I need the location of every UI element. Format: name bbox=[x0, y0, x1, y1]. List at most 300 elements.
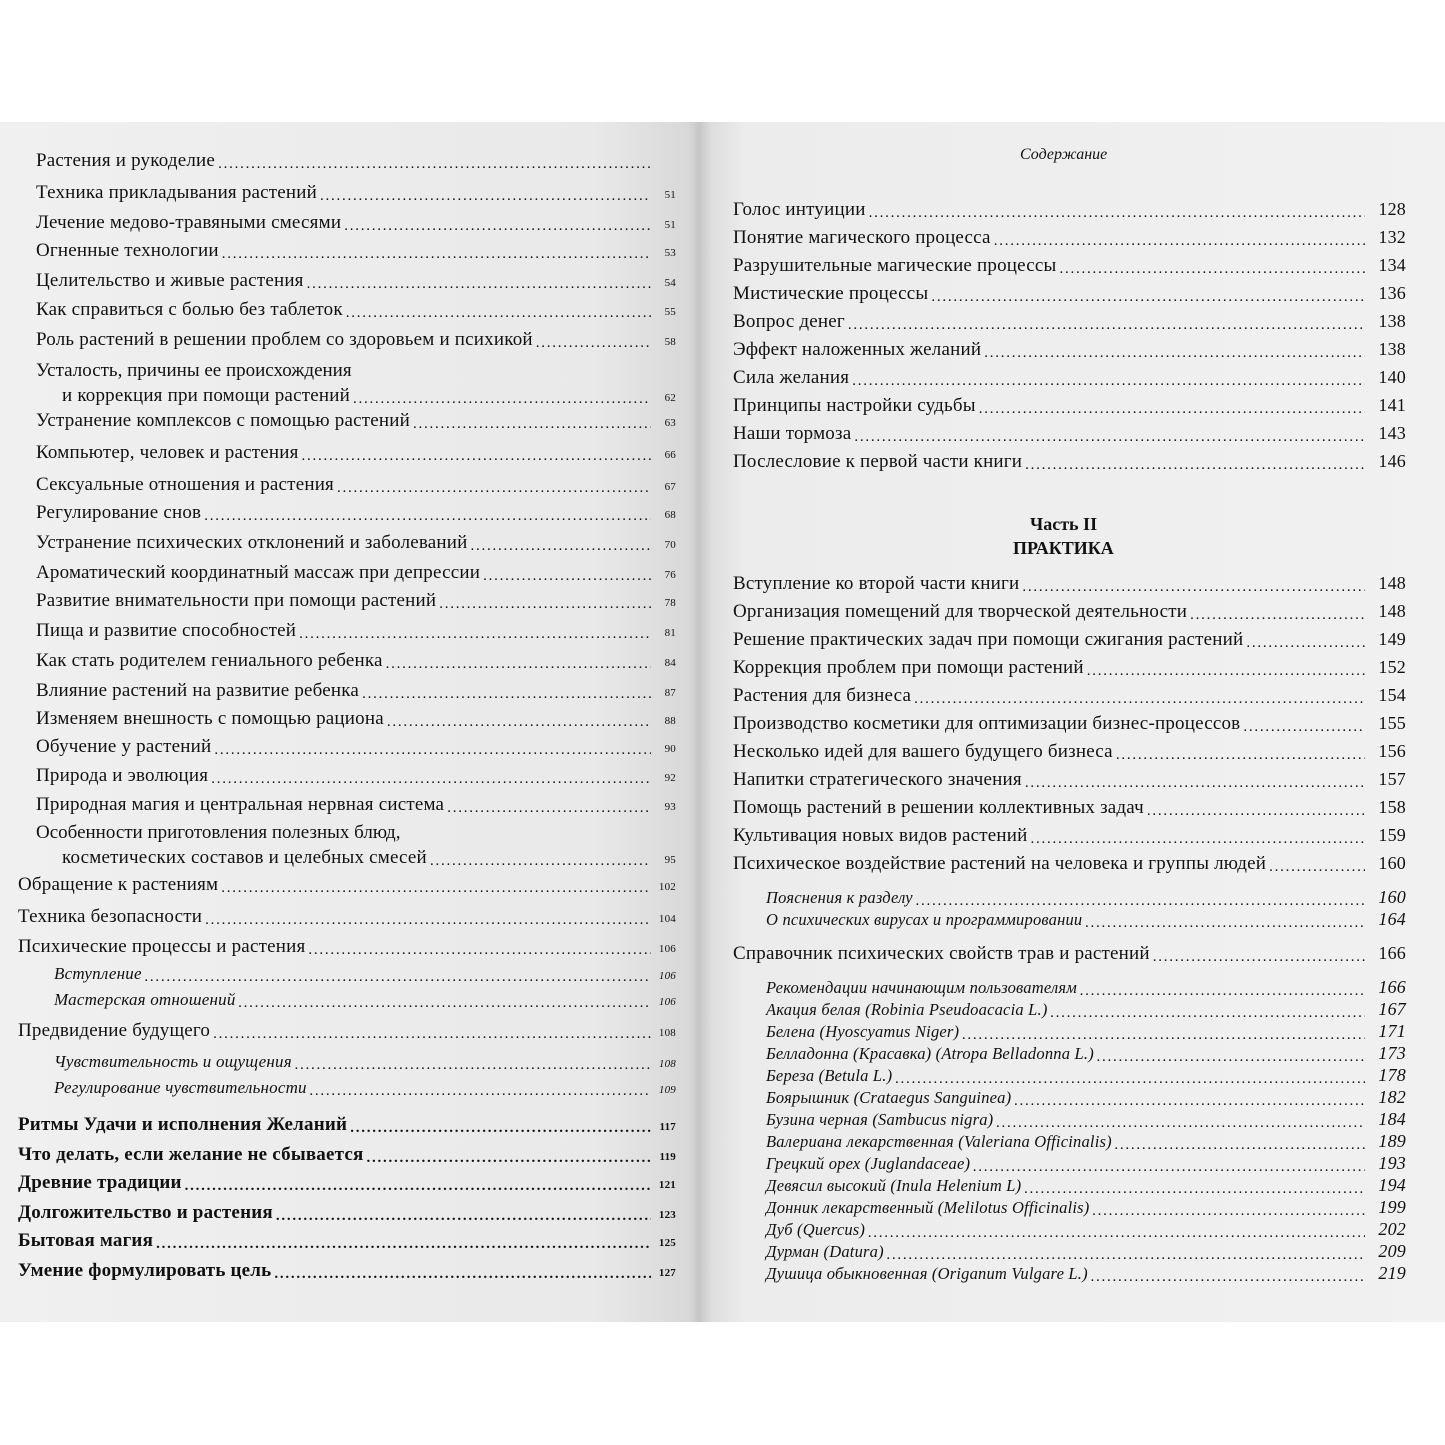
toc-entry bbox=[36, 736, 676, 758]
toc-entry-title: Обращение к растениям bbox=[18, 874, 219, 895]
toc-entry-title: Усталость, причины ее происхождения bbox=[36, 360, 352, 381]
toc-entry-page: 154 bbox=[1378, 685, 1406, 705]
toc-entry-title: косметических составов и целебных смесей bbox=[62, 847, 427, 868]
toc-entry-page: 148 bbox=[1378, 601, 1406, 621]
dot-leader bbox=[447, 796, 651, 815]
dot-leader bbox=[1116, 743, 1365, 762]
toc-entry-page: 184 bbox=[1378, 1109, 1406, 1129]
toc-entry-page: 123 bbox=[658, 1209, 676, 1221]
toc-entry-page: 88 bbox=[664, 715, 676, 727]
toc-entry-title: Послесловие к первой части книги bbox=[733, 451, 1023, 472]
toc-entry-title: Наши тормоза bbox=[733, 423, 852, 444]
toc-entry-page: 149 bbox=[1378, 629, 1406, 649]
toc-entry-page: 136 bbox=[1378, 283, 1406, 303]
toc-entry-title: Девясил высокий (Inula Helenium L) bbox=[766, 1176, 1022, 1195]
toc-entry-title: Природная магия и центральная нервная система bbox=[36, 794, 445, 815]
dot-leader bbox=[308, 938, 651, 957]
toc-entry bbox=[766, 1219, 1406, 1240]
toc-entry-page: 146 bbox=[1378, 451, 1406, 471]
toc-entry bbox=[733, 395, 1406, 417]
toc-entry-page: 166 bbox=[1378, 943, 1406, 963]
toc-entry-page: 157 bbox=[1378, 769, 1406, 789]
toc-entry bbox=[36, 680, 676, 702]
toc-entry bbox=[766, 1153, 1406, 1174]
toc-entry-title: Компьютер, человек и растения bbox=[36, 442, 299, 463]
toc-entry-page: 140 bbox=[1378, 367, 1406, 387]
dot-leader bbox=[295, 1054, 651, 1071]
dot-leader bbox=[536, 331, 651, 350]
toc-entry bbox=[62, 847, 676, 869]
toc-entry bbox=[18, 1260, 676, 1282]
toc-entry-title: Бытовая магия bbox=[18, 1230, 154, 1251]
dot-leader bbox=[895, 1068, 1365, 1085]
dot-leader bbox=[1030, 827, 1365, 846]
toc-entry-title: Развитие внимательности при помощи растений bbox=[36, 590, 437, 611]
toc-entry-page: 102 bbox=[658, 881, 676, 893]
dot-leader bbox=[205, 908, 651, 927]
dot-leader bbox=[430, 849, 651, 868]
toc-entry bbox=[766, 977, 1406, 998]
toc-entry bbox=[766, 1065, 1406, 1086]
toc-entry-title: Несколько идей для вашего будущего бизнеса bbox=[733, 741, 1113, 762]
toc-entry-title: Пища и развитие способностей bbox=[36, 620, 297, 641]
toc-entry-page: 171 bbox=[1378, 1021, 1406, 1041]
toc-entry-title: Предвидение будущего bbox=[18, 1020, 211, 1041]
toc-entry-page: 68 bbox=[664, 509, 676, 521]
toc-entry bbox=[36, 270, 676, 292]
toc-entry-page: 193 bbox=[1378, 1153, 1406, 1173]
dot-leader bbox=[239, 992, 651, 1009]
dot-leader bbox=[868, 1222, 1365, 1239]
dot-leader bbox=[994, 229, 1365, 248]
toc-entry bbox=[36, 212, 676, 234]
left-page bbox=[0, 122, 700, 1322]
toc-entry bbox=[36, 329, 676, 351]
toc-entry-page: 117 bbox=[659, 1121, 676, 1133]
toc-entry-title: Решение практических задач при помощи сжигания растений bbox=[733, 629, 1244, 650]
toc-entry bbox=[36, 620, 676, 642]
dot-leader bbox=[337, 476, 651, 495]
toc-entry bbox=[62, 385, 676, 407]
dot-leader bbox=[996, 1112, 1365, 1129]
toc-entry-page: 219 bbox=[1378, 1263, 1406, 1283]
toc-entry-page: 128 bbox=[1378, 199, 1406, 219]
toc-entry-page: 106 bbox=[658, 943, 676, 955]
dot-leader bbox=[973, 1156, 1365, 1173]
toc-entry bbox=[766, 1109, 1406, 1130]
dot-leader bbox=[1243, 715, 1365, 734]
dot-leader bbox=[1093, 1200, 1365, 1217]
toc-entry-page: 173 bbox=[1378, 1043, 1406, 1063]
toc-entry-page: 109 bbox=[658, 1084, 676, 1096]
toc-entry bbox=[733, 255, 1406, 277]
dot-leader bbox=[1115, 1134, 1365, 1151]
toc-entry-page: 92 bbox=[664, 772, 676, 784]
toc-entry-page: 159 bbox=[1378, 825, 1406, 845]
toc-entry-title: Особенности приготовления полезных блюд, bbox=[36, 822, 401, 843]
toc-entry bbox=[36, 240, 676, 262]
toc-entry-page: 158 bbox=[1378, 797, 1406, 817]
toc-entry-title: Береза (Betula L.) bbox=[766, 1066, 893, 1085]
toc-entry-title: Бузина черная (Sambucus nigra) bbox=[766, 1110, 994, 1129]
dot-leader bbox=[852, 369, 1365, 388]
toc-entry-title: Что делать, если желание не сбывается bbox=[18, 1144, 364, 1165]
toc-entry bbox=[733, 367, 1406, 389]
toc-entry-title: Огненные технологии bbox=[36, 240, 219, 261]
dot-leader bbox=[274, 1262, 651, 1281]
toc-entry-page: 81 bbox=[664, 627, 676, 639]
toc-entry-title: Психическое воздействие растений на человека и группы людей bbox=[733, 853, 1267, 874]
toc-entry bbox=[36, 708, 676, 730]
toc-entry bbox=[36, 794, 676, 816]
toc-entry-title: Дуб (Quercus) bbox=[766, 1220, 866, 1239]
toc-entry-title: Вступление ко второй части книги bbox=[733, 573, 1020, 594]
toc-entry-title: Целительство и живые растения bbox=[36, 270, 304, 291]
toc-entry-title: Голос интуиции bbox=[733, 199, 866, 220]
dot-leader bbox=[213, 1022, 651, 1041]
toc-entry bbox=[733, 199, 1406, 221]
toc-entry-title: Помощь растений в решении коллективных задач bbox=[733, 797, 1144, 818]
part-label: Часть II bbox=[1030, 514, 1098, 534]
dot-leader bbox=[156, 1232, 651, 1251]
dot-leader bbox=[1246, 631, 1365, 650]
toc-entry-title: Влияние растений на развитие ребенка bbox=[36, 680, 360, 701]
toc-entry-page: 132 bbox=[1378, 227, 1406, 247]
toc-entry bbox=[733, 713, 1406, 735]
toc-entry-page: 78 bbox=[664, 597, 676, 609]
dot-leader bbox=[887, 1244, 1365, 1261]
toc-entry-page: 66 bbox=[664, 449, 676, 461]
dot-leader bbox=[439, 592, 651, 611]
dot-leader bbox=[353, 387, 651, 406]
toc-entry-page: 55 bbox=[664, 306, 676, 318]
toc-entry bbox=[733, 657, 1406, 679]
dot-leader bbox=[854, 425, 1365, 444]
toc-entry bbox=[36, 182, 676, 204]
toc-entry-title: Вопрос денег bbox=[733, 311, 845, 332]
toc-entry bbox=[18, 1202, 676, 1224]
toc-entry bbox=[733, 825, 1406, 847]
toc-entry bbox=[18, 874, 676, 896]
toc-entry-title: Как справиться с болью без таблеток bbox=[36, 299, 343, 320]
toc-entry bbox=[733, 339, 1406, 361]
book-spread bbox=[0, 122, 1445, 1322]
toc-entry-title: Долгожительство и растения bbox=[18, 1202, 273, 1223]
dot-leader bbox=[276, 1204, 651, 1223]
toc-entry-title: Производство косметики для оптимизации бизнес-процессов bbox=[733, 713, 1241, 734]
dot-leader bbox=[962, 1024, 1365, 1041]
toc-entry bbox=[36, 590, 676, 612]
toc-entry-page: 108 bbox=[658, 1058, 676, 1070]
dot-leader bbox=[1087, 659, 1365, 678]
toc-entry-page: 138 bbox=[1378, 311, 1406, 331]
toc-entry-title: Психические процессы и растения bbox=[18, 936, 306, 957]
dot-leader bbox=[471, 534, 651, 553]
toc-entry-page: 199 bbox=[1378, 1197, 1406, 1217]
toc-entry-title: Сексуальные отношения и растения bbox=[36, 474, 334, 495]
toc-entry-page: 138 bbox=[1378, 339, 1406, 359]
toc-entry-title: Лечение медово-травяными смесями bbox=[36, 212, 342, 233]
toc-entry-title: Принципы настройки судьбы bbox=[733, 395, 976, 416]
toc-entry-page: 87 bbox=[664, 687, 676, 699]
dot-leader bbox=[979, 397, 1365, 416]
part-title: ПРАКТИКА bbox=[1013, 538, 1114, 558]
toc-entry-title: Справочник психических свойств трав и растений bbox=[733, 943, 1150, 964]
toc-entry-page: 95 bbox=[664, 854, 676, 866]
toc-entry bbox=[766, 887, 1406, 908]
dot-leader bbox=[185, 1174, 651, 1193]
toc-entry bbox=[54, 990, 676, 1010]
toc-entry bbox=[36, 150, 676, 172]
toc-entry bbox=[36, 299, 676, 321]
toc-entry bbox=[18, 1172, 676, 1194]
toc-entry-page: 106 bbox=[658, 996, 676, 1008]
dot-leader bbox=[320, 184, 651, 203]
toc-entry-title: Как стать родителем гениального ребенка bbox=[36, 650, 383, 671]
dot-leader bbox=[350, 1116, 651, 1135]
dot-leader bbox=[1080, 980, 1365, 997]
toc-entry-page: 119 bbox=[659, 1151, 676, 1163]
toc-entry-page: 63 bbox=[664, 417, 676, 429]
toc-entry-page: 160 bbox=[1378, 853, 1406, 873]
dot-leader bbox=[1014, 1090, 1365, 1107]
toc-entry bbox=[36, 502, 676, 524]
toc-entry-page: 125 bbox=[658, 1237, 676, 1249]
toc-entry-title: О психических вирусах и программировании bbox=[766, 910, 1083, 929]
toc-entry-page: 194 bbox=[1378, 1175, 1406, 1195]
toc-entry-title: Коррекция проблем при помощи растений bbox=[733, 657, 1084, 678]
toc-entry bbox=[733, 629, 1406, 651]
toc-entry bbox=[18, 1144, 676, 1166]
dot-leader bbox=[299, 622, 651, 641]
dot-leader bbox=[367, 1146, 651, 1165]
dot-leader bbox=[346, 301, 651, 320]
dot-leader bbox=[386, 652, 651, 671]
dot-leader bbox=[848, 313, 1365, 332]
toc-entry bbox=[733, 741, 1406, 763]
toc-entry-title: Напитки стратегического значения bbox=[733, 769, 1022, 790]
toc-entry bbox=[18, 936, 676, 958]
toc-entry-page: 178 bbox=[1378, 1065, 1406, 1085]
toc-entry-title: Роль растений в решении проблем со здоровьем и психикой bbox=[36, 329, 533, 350]
toc-entry bbox=[733, 227, 1406, 249]
toc-entry-title: Валериана лекарственная (Valeriana Officinalis) bbox=[766, 1132, 1112, 1151]
dot-leader bbox=[222, 242, 651, 261]
toc-entry-title: Донник лекарственный (Melilotus Officinalis) bbox=[766, 1198, 1090, 1217]
toc-entry-title: Техника безопасности bbox=[18, 906, 203, 927]
toc-entry-page: 54 bbox=[664, 277, 676, 289]
dot-leader bbox=[1025, 771, 1365, 790]
toc-entry bbox=[733, 451, 1406, 473]
toc-entry-page: 127 bbox=[658, 1267, 676, 1279]
toc-entry-page: 106 bbox=[658, 970, 676, 982]
toc-entry bbox=[766, 909, 1406, 930]
dot-leader bbox=[1147, 799, 1365, 818]
dot-leader bbox=[984, 341, 1365, 360]
dot-leader bbox=[211, 767, 651, 786]
dot-leader bbox=[310, 1080, 651, 1097]
toc-entry-page: 167 bbox=[1378, 999, 1406, 1019]
toc-entry bbox=[18, 906, 676, 928]
toc-entry-page: 182 bbox=[1378, 1087, 1406, 1107]
toc-entry-page: 108 bbox=[658, 1027, 676, 1039]
toc-entry-page: 209 bbox=[1378, 1241, 1406, 1261]
dot-leader bbox=[1153, 945, 1365, 964]
toc-entry-page: 134 bbox=[1378, 255, 1406, 275]
toc-entry bbox=[18, 1114, 676, 1136]
toc-entry-title: Белена (Hyoscyamus Niger) bbox=[766, 1022, 960, 1041]
dot-leader bbox=[1025, 453, 1365, 472]
toc-entry bbox=[766, 1263, 1406, 1284]
toc-entry bbox=[733, 573, 1406, 595]
toc-entry bbox=[733, 311, 1406, 333]
toc-entry bbox=[766, 1197, 1406, 1218]
toc-entry-title: Рекомендации начинающим пользователям bbox=[766, 978, 1077, 997]
toc-entry bbox=[36, 532, 676, 554]
dot-leader bbox=[302, 444, 651, 463]
toc-entry-page: 51 bbox=[664, 219, 676, 231]
toc-entry-title: Белладонна (Красавка) (Atropa Belladonna L.) bbox=[766, 1044, 1094, 1063]
toc-entry bbox=[733, 797, 1406, 819]
running-header: Содержание bbox=[1020, 146, 1108, 163]
toc-entry-page: 93 bbox=[664, 801, 676, 813]
toc-entry bbox=[54, 964, 676, 984]
toc-entry-title: Мистические процессы bbox=[733, 283, 929, 304]
toc-entry-page: 152 bbox=[1378, 657, 1406, 677]
toc-entry-title: Эффект наложенных желаний bbox=[733, 339, 982, 360]
toc-entry bbox=[733, 769, 1406, 791]
toc-entry-title: Регулирование снов bbox=[36, 502, 202, 523]
toc-entry bbox=[36, 474, 676, 496]
toc-entry-title: Душица обыкновенная (Origanum Vulgare L.) bbox=[766, 1264, 1088, 1283]
toc-entry-title: Мастерская отношений bbox=[54, 990, 236, 1009]
toc-entry-title: Чувствительность и ощущения bbox=[54, 1052, 292, 1071]
toc-entry-page: 160 bbox=[1378, 887, 1406, 907]
toc-entry-title: Устранение комплексов с помощью растений bbox=[36, 410, 410, 431]
toc-entry-page: 155 bbox=[1378, 713, 1406, 733]
toc-entry bbox=[36, 765, 676, 787]
dot-leader bbox=[1269, 855, 1365, 874]
toc-entry bbox=[766, 1241, 1406, 1262]
toc-entry-title: Растения и рукоделие bbox=[36, 150, 216, 171]
toc-entry bbox=[733, 943, 1406, 965]
toc-entry bbox=[766, 1087, 1406, 1108]
toc-entry bbox=[36, 650, 676, 672]
dot-leader bbox=[1060, 257, 1366, 276]
toc-entry-page: 67 bbox=[664, 481, 676, 493]
toc-entry-title: Ароматический координатный массаж при депрессии bbox=[36, 562, 481, 583]
toc-entry bbox=[36, 442, 676, 464]
toc-entry bbox=[766, 999, 1406, 1020]
dot-leader bbox=[1091, 1266, 1365, 1283]
dot-leader bbox=[869, 201, 1365, 220]
toc-entry-page: 164 bbox=[1378, 909, 1406, 929]
toc-entry-page: 166 bbox=[1378, 977, 1406, 997]
toc-entry-title: Сила желания bbox=[733, 367, 850, 388]
dot-leader bbox=[214, 738, 651, 757]
toc-entry-page: 148 bbox=[1378, 573, 1406, 593]
toc-entry bbox=[733, 283, 1406, 305]
dot-leader bbox=[387, 710, 651, 729]
toc-entry-title: Изменяем внешность с помощью рациона bbox=[36, 708, 384, 729]
toc-entry-page: 90 bbox=[664, 743, 676, 755]
toc-entry-page: 76 bbox=[664, 569, 676, 581]
toc-entry bbox=[36, 562, 676, 584]
toc-entry bbox=[18, 1230, 676, 1252]
toc-entry-title: Вступление bbox=[54, 964, 142, 983]
toc-entry-title: Регулирование чувствительности bbox=[54, 1078, 307, 1097]
toc-entry-page: 189 bbox=[1378, 1131, 1406, 1151]
toc-entry bbox=[18, 1020, 676, 1042]
toc-entry-page: 51 bbox=[664, 189, 676, 201]
toc-entry-page: 70 bbox=[664, 539, 676, 551]
toc-entry-title: Боярышник (Crataegus Sanguinea) bbox=[766, 1088, 1012, 1107]
toc-entry-title: Обучение у растений bbox=[36, 736, 212, 757]
toc-entry-title: Организация помещений для творческой деятельности bbox=[733, 601, 1188, 622]
toc-entry bbox=[54, 1052, 676, 1072]
dot-leader bbox=[1022, 575, 1365, 594]
dot-leader bbox=[307, 272, 651, 291]
toc-entry bbox=[36, 410, 676, 432]
toc-entry bbox=[766, 1043, 1406, 1064]
dot-leader bbox=[204, 504, 651, 523]
toc-entry-title: Умение формулировать цель bbox=[18, 1260, 272, 1281]
toc-entry-title: Природа и эволюция bbox=[36, 765, 209, 786]
dot-leader bbox=[362, 682, 651, 701]
toc-entry-page: 62 bbox=[664, 392, 676, 404]
dot-leader bbox=[344, 214, 651, 233]
dot-leader bbox=[145, 966, 651, 983]
dot-leader bbox=[931, 285, 1365, 304]
toc-entry bbox=[733, 601, 1406, 623]
toc-entry-title: Разрушительные магические процессы bbox=[733, 255, 1057, 276]
toc-entry-title: Растения для бизнеса bbox=[733, 685, 912, 706]
toc-entry-title: Пояснения к разделу bbox=[766, 888, 913, 907]
dot-leader bbox=[221, 876, 651, 895]
dot-leader bbox=[1085, 912, 1365, 929]
toc-entry-page: 202 bbox=[1378, 1219, 1406, 1239]
toc-entry-title: Техника прикладывания растений bbox=[36, 182, 318, 203]
toc-entry bbox=[733, 853, 1406, 875]
toc-entry bbox=[733, 423, 1406, 445]
dot-leader bbox=[483, 564, 651, 583]
toc-entry-page: 121 bbox=[658, 1179, 676, 1191]
toc-entry-page: 53 bbox=[664, 247, 676, 259]
toc-entry bbox=[766, 1021, 1406, 1042]
toc-entry-title: Ритмы Удачи и исполнения Желаний bbox=[18, 1114, 348, 1135]
dot-leader bbox=[413, 412, 651, 431]
dot-leader bbox=[218, 152, 651, 171]
toc-entry-page: 104 bbox=[658, 913, 676, 925]
toc-entry bbox=[54, 1078, 676, 1098]
dot-leader bbox=[1190, 603, 1365, 622]
dot-leader bbox=[1051, 1002, 1365, 1019]
book-gutter bbox=[688, 122, 712, 1322]
toc-entry-title: Культивация новых видов растений bbox=[733, 825, 1028, 846]
toc-entry bbox=[766, 1175, 1406, 1196]
toc-entry-page: 58 bbox=[664, 336, 676, 348]
toc-entry bbox=[733, 685, 1406, 707]
dot-leader bbox=[914, 687, 1365, 706]
toc-entry-title: Дурман (Datura) bbox=[766, 1242, 884, 1261]
toc-entry-page: 84 bbox=[664, 657, 676, 669]
toc-entry-title: Устранение психических отклонений и заболеваний bbox=[36, 532, 468, 553]
toc-entry-title: и коррекция при помощи растений bbox=[62, 385, 350, 406]
right-page bbox=[700, 122, 1445, 1322]
toc-entry bbox=[766, 1131, 1406, 1152]
dot-leader bbox=[1024, 1178, 1365, 1195]
dot-leader bbox=[916, 890, 1365, 907]
